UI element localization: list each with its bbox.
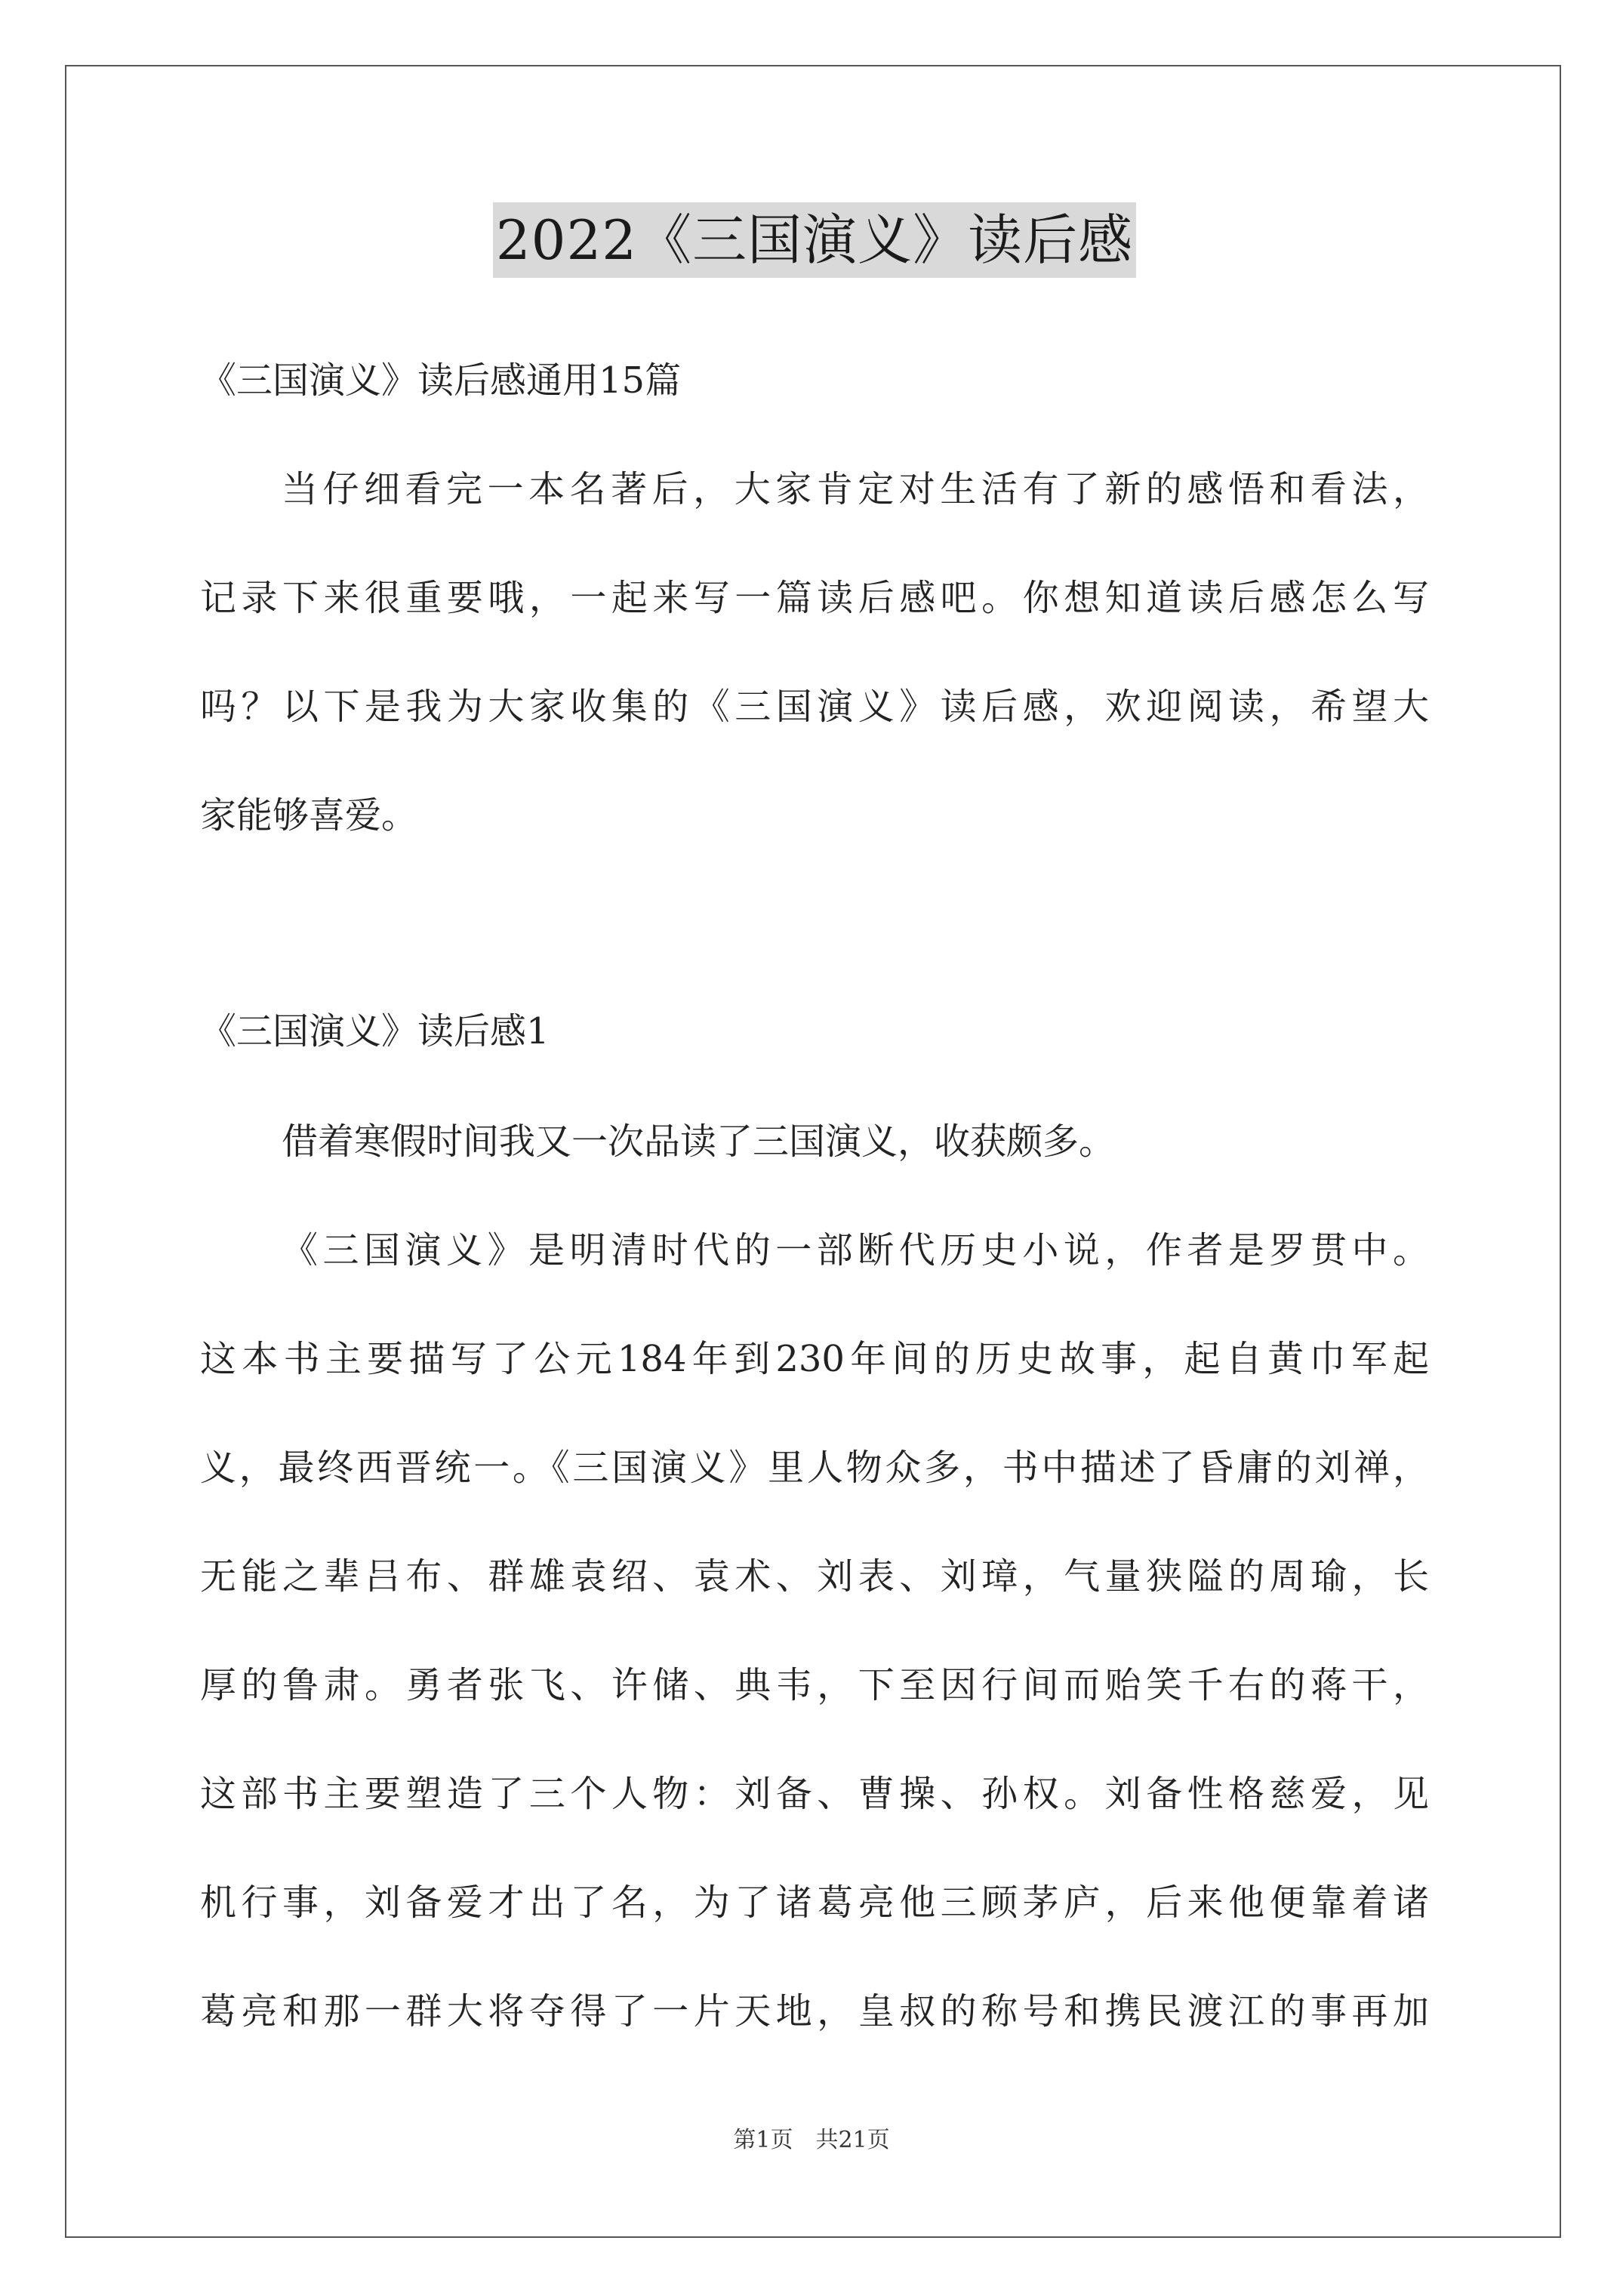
section-para2-line-3: 义，最终西晋统一。《三国演义》里人物众多，书中描述了昏庸的刘禅， (200, 1447, 1429, 1489)
intro-line-1: 当仔细看完一本名著后，大家肯定对生活有了新的感悟和看法， (282, 468, 1429, 510)
section-para2-line-5: 厚的鲁肃。勇者张飞、许储、典韦，下至因行间而贻笑千右的蒋干， (200, 1664, 1429, 1706)
section-para2-line-1: 《三国演义》是明清时代的一部断代历史小说，作者是罗贯中。 (282, 1229, 1429, 1271)
title-container (200, 202, 1429, 278)
section-para2-line-4: 无能之辈吕布、群雄袁绍、袁术、刘表、刘璋，气量狭隘的周瑜，长 (200, 1555, 1429, 1598)
section-paragraph-1: 借着寒假时间我又一次品读了三国演义，收获颇多。 (282, 1120, 1116, 1163)
section-para2-line-8: 葛亮和那一群大将夺得了一片天地，皇叔的称号和携民渡江的事再加 (200, 1990, 1429, 2032)
page-number: 第1页 共21页 (733, 2127, 890, 2153)
section-heading: 《三国演义》读后感1 (200, 1010, 550, 1052)
intro-line-4: 家能够喜爱。 (200, 794, 418, 837)
section-para2-line-2: 这本书主要描写了公元184年到230年间的历史故事，起自黄巾军起 (200, 1338, 1429, 1380)
intro-line-2: 记录下来很重要哦，一起来写一篇读后感吧。你想知道读后感怎么写 (200, 577, 1429, 619)
section-para2-line-6: 这部书主要塑造了三个人物：刘备、曹操、孙权。刘备性格慈爱，见 (200, 1773, 1429, 1815)
intro-line-3: 吗？以下是我为大家收集的《三国演义》读后感，欢迎阅读，希望大 (200, 686, 1429, 728)
document-subtitle: 《三国演义》读后感通用15篇 (200, 359, 682, 402)
document-title: 2022《三国演义》读后感 (493, 202, 1136, 278)
section-para2-line-7: 机行事，刘备爱才出了名，为了诸葛亮他三顾茅庐，后来他便靠着诸 (200, 1881, 1429, 1924)
